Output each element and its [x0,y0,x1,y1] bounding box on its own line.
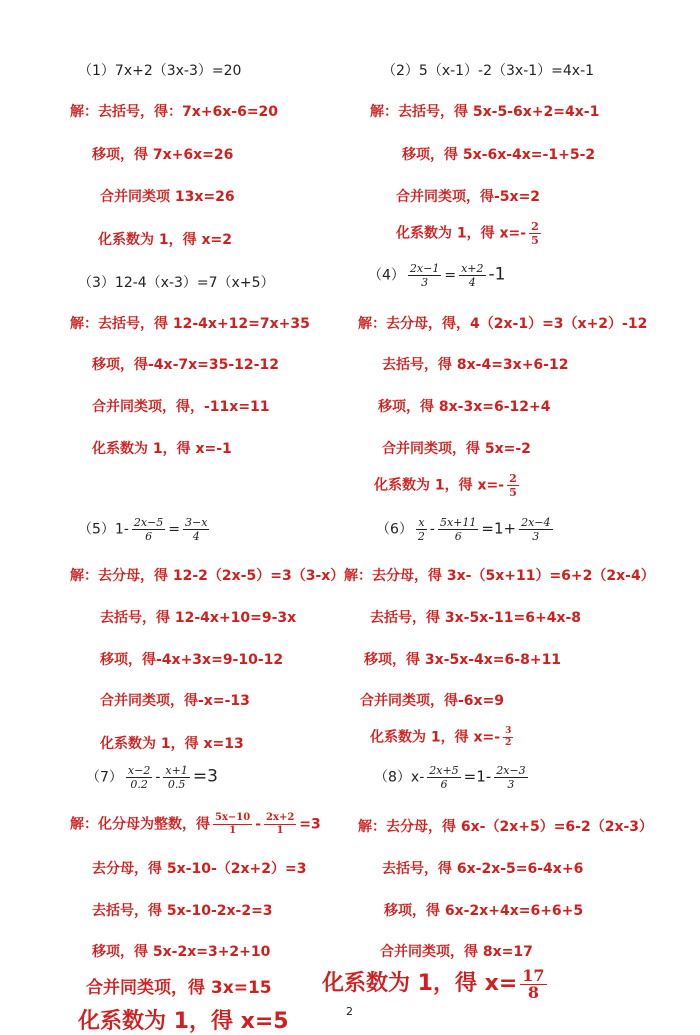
problem-6-question [376,516,556,543]
problem-6-step-5-text: 化系数为 1，得 x=- [370,729,501,746]
problem-8-fraction-1 [427,764,460,791]
fraction-denominator: 5 [531,234,539,247]
fraction-numerator: 5x+11 [439,516,477,529]
problem-1-question: （1）7x+2（3x-3）=20 [78,63,242,79]
problem-3-step-4: 化系数为 1，得 x=-1 [92,441,232,457]
fraction-numerator: 2x+5 [429,764,459,777]
problem-4-step-5 [374,472,522,499]
problem-6-step-2: 去括号，得 3x-5x-11=6+4x-8 [370,610,582,626]
problem-2-answer-fraction [529,220,541,247]
problem-6-fraction-2 [438,516,478,543]
fraction-denominator: 4 [192,530,200,543]
problem-2-step-2: 移项，得 5x-6x-4x=-1+5-2 [402,147,596,163]
problem-8-middle: =1- [463,767,492,786]
problem-6-step-5 [370,726,516,749]
problem-7-fraction-2 [163,764,189,791]
problem-7-tail: =3 [192,766,218,787]
fraction-numerator: 2x−5 [133,516,164,529]
fraction-denominator: 1 [276,825,284,836]
fraction-numerator: x−2 [127,764,151,777]
fraction-denominator: 5 [509,486,517,499]
problem-8-step-2: 去括号，得 6x-2x-5=6-4x+6 [382,861,584,877]
fraction-denominator: 6 [145,530,153,543]
fraction-numerator: x+2 [461,262,484,275]
problem-2-step-4 [396,220,544,247]
fraction-numerator: 17 [522,965,545,985]
minus-sign: - [155,769,161,786]
problem-7-step-4: 移项，得 5x-2x=3+2+10 [92,944,271,960]
problem-5-step-4: 合并同类项，得-x=-13 [100,693,250,709]
problem-8-step-4: 合并同类项，得 8x=17 [380,944,533,960]
fraction-numerator: x+1 [165,764,188,777]
problem-4-fraction-1 [408,262,441,289]
problem-6-step-3: 移项，得 3x-5x-4x=6-8+11 [364,652,562,668]
problem-6-label: （6） [376,521,413,538]
problem-1-step-2: 移项，得 7x+6x=26 [92,147,234,163]
equals-sign: = [168,521,181,538]
problem-4-step-4: 合并同类项，得 5x=-2 [382,441,531,457]
fraction-numerator: 3−x [185,516,208,529]
problem-1-step-1: 解：去括号，得：7x+6x-6=20 [70,104,279,120]
problem-4-question [368,262,505,289]
problem-6-middle: =1+ [481,519,517,538]
fraction-denominator: 0.5 [167,778,186,791]
problem-7-label: （7） [86,769,123,786]
minus-sign: - [255,816,262,833]
problem-5-step-5: 化系数为 1，得 x=13 [100,736,244,752]
problem-4-tail: -1 [488,264,506,285]
fraction-denominator: 2 [417,530,425,543]
fraction-numerator: 5x−10 [215,812,251,823]
problem-8-fraction-2 [494,764,527,791]
problem-4-fraction-2 [459,262,485,289]
fraction-numerator: 2x−1 [409,262,440,275]
fraction-denominator: 1 [229,825,237,836]
problem-5-step-3: 移项，得-4x+3x=9-10-12 [100,652,284,668]
problem-6-step-4: 合并同类项，得-6x=9 [360,693,505,709]
problem-4-step-5-text: 化系数为 1，得 x=- [374,477,505,494]
problem-2-step-4-text: 化系数为 1，得 x=- [396,225,527,242]
fraction-denominator: 4 [468,276,476,289]
problem-7-step-5: 合并同类项，得 3x=15 [86,978,272,998]
problem-4-label: （4） [368,267,405,284]
fraction-denominator: 3 [421,276,429,289]
fraction-denominator: 6 [440,778,448,791]
fraction-numerator: 2 [531,220,539,233]
problem-7-question [86,764,218,791]
fraction-denominator: 3 [532,530,540,543]
problem-8-answer-fraction [520,965,546,1002]
problem-8-question [374,764,531,791]
problem-6-fraction-1 [416,516,427,543]
problem-7-step-1-text: 解：化分母为整数，得 [70,816,210,833]
fraction-numerator: 2x−3 [496,764,526,777]
problem-1-step-4: 化系数为 1，得 x=2 [98,232,232,248]
problem-4-step-2: 去括号，得 8x-4=3x+6-12 [382,357,569,373]
problem-2-step-3: 合并同类项，得-5x=2 [396,189,541,205]
problem-3-step-3: 合并同类项，得，-11x=11 [92,399,270,415]
problem-7-step-1-tail: =3 [299,816,321,833]
problem-3-step-2: 移项，得-4x-7x=35-12-12 [92,357,279,373]
problem-7-step-1-fraction-2 [264,812,296,837]
problem-4-answer-fraction [507,472,519,499]
problem-7-step-1-fraction-1 [213,812,252,837]
fraction-numerator: 3 [505,726,512,736]
problem-7-fraction-1 [126,764,152,791]
problem-7-step-3: 去括号，得 5x-10-2x-2=3 [92,903,273,919]
problem-2-step-1: 解：去括号，得 5x-5-6x+2=4x-1 [370,104,600,120]
problem-8-label: （8）x- [374,769,425,786]
fraction-numerator: 2x+2 [266,812,295,823]
problem-7-step-2: 去分母，得 5x-10-（2x+2）=3 [92,861,307,877]
problem-3-step-1: 解：去括号，得 12-4x+12=7x+35 [70,316,310,332]
fraction-numerator: x [416,516,427,530]
problem-8-step-5 [322,966,550,1001]
fraction-denominator: 0.2 [130,778,148,791]
minus-sign: - [429,521,435,538]
problem-6-step-1: 解：去分母，得 3x-（5x+11）=6+2（2x-4） [344,568,655,584]
problem-5-fraction-1 [132,516,165,543]
problem-5-label: （5）1- [78,521,129,538]
problem-6-fraction-3 [519,516,552,543]
problem-4-step-1: 解：去分母，得，4（2x-1）=3（x+2）-12 [358,316,648,332]
problem-5-fraction-2 [183,516,209,543]
problem-2-question: （2）5（x-1）-2（3x-1）=4x-1 [382,63,595,79]
problem-5-question [78,516,212,543]
problem-7-step-6: 化系数为 1，得 x=5 [78,1009,289,1034]
problem-6-answer-fraction [503,726,513,749]
page-number: 2 [346,1005,353,1018]
problem-8-step-5-text: 化系数为 1，得 x= [322,971,518,996]
problem-1-step-3: 合并同类项 13x=26 [100,189,235,205]
problem-5-step-2: 去括号，得 12-4x+10=9-3x [100,610,297,626]
fraction-denominator: 2 [505,738,512,748]
fraction-numerator: 2x−4 [521,516,551,529]
problem-8-step-1: 解：去分母，得 6x-（2x+5）=6-2（2x-3） [358,819,654,835]
fraction-numerator: 2 [509,472,517,485]
problem-4-step-3: 移项，得 8x-3x=6-12+4 [378,399,551,415]
problem-8-step-3: 移项，得 6x-2x+4x=6+6+5 [384,903,584,919]
problem-5-step-1: 解：去分母，得 12-2（2x-5）=3（3-x） [70,568,345,584]
fraction-denominator: 3 [507,778,515,791]
problem-3-question: （3）12-4（x-3）=7（x+5） [78,275,275,291]
equals-sign: = [444,267,457,284]
fraction-denominator: 8 [527,982,539,1002]
problem-7-step-1 [70,812,321,837]
fraction-denominator: 6 [454,530,462,543]
